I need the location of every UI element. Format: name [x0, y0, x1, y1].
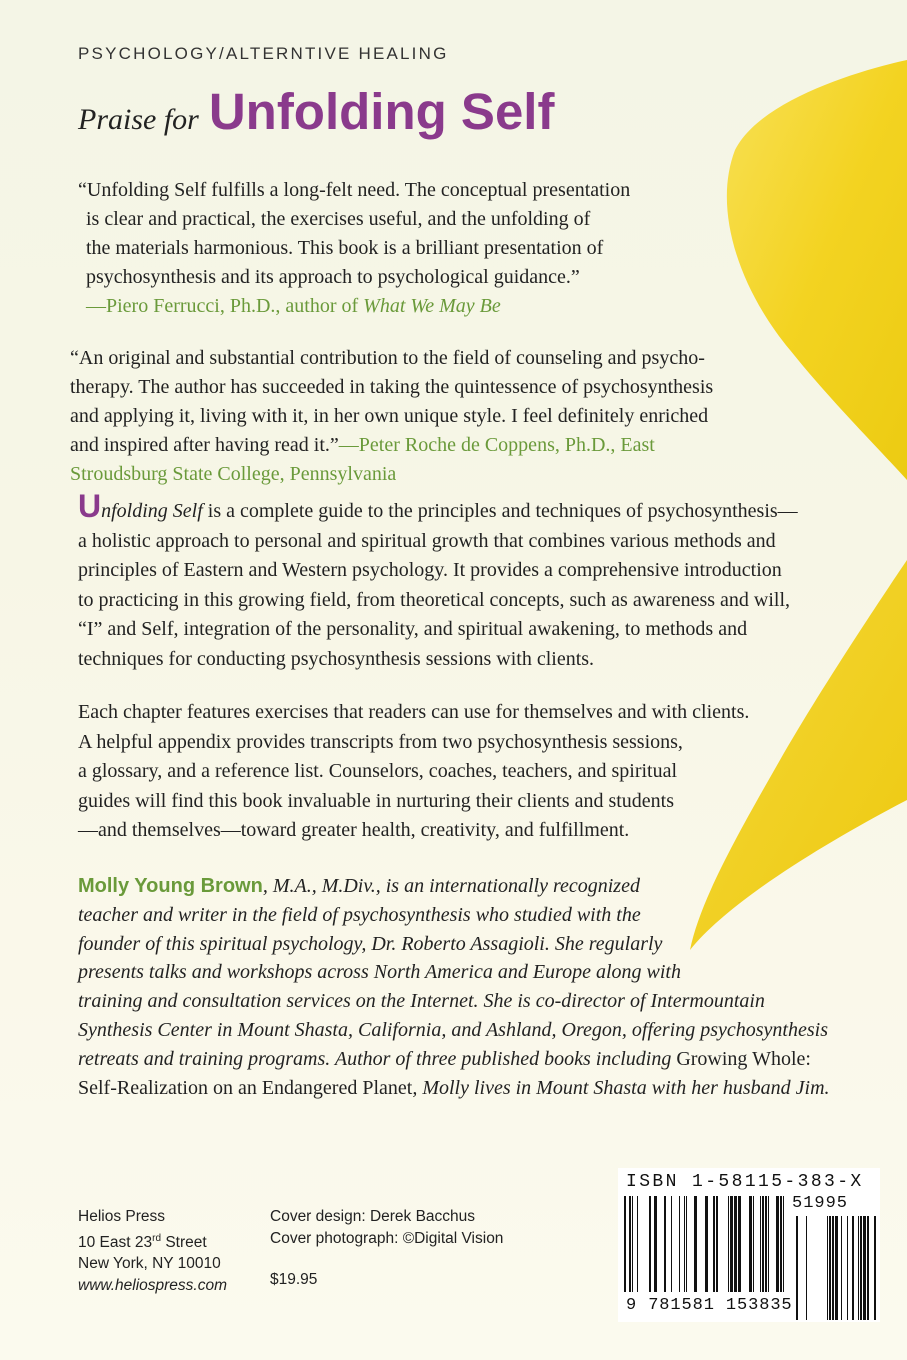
description-line-first — [78, 488, 878, 527]
publisher-city: New York, NY 10010 — [78, 1255, 221, 1273]
barcode-bar — [694, 1196, 697, 1292]
barcode-bar — [624, 1196, 626, 1292]
barcode-bar — [632, 1196, 633, 1292]
bio-line: Synthesis Center in Mount Shasta, California, and Ashland, Oregon, offering psychosynthesis — [78, 1018, 828, 1041]
barcode-bar — [765, 1196, 767, 1292]
description-line: to practicing in this growing field, from theoretical concepts, such as awareness and will, — [78, 588, 791, 611]
quote-ferrucci — [70, 176, 718, 321]
barcode-bar — [664, 1196, 666, 1292]
quote1-line: the materials harmonious. This book is a brilliant presentation of — [86, 237, 604, 259]
description-title-rest: nfolding Self — [101, 500, 203, 522]
quote1-attribution — [78, 292, 718, 321]
bio-line: presents talks and workshops across North America and Europe along with — [78, 961, 681, 984]
street-sup: rd — [152, 1232, 162, 1244]
barcode-bar — [629, 1196, 631, 1292]
barcode-bar — [796, 1216, 798, 1320]
bio-line: training and consultation services on the Internet. She is co-director of Intermountain — [78, 990, 765, 1013]
bio-line-first — [78, 872, 898, 901]
quote2-line: therapy. The author has succeeded in taking the quintessence of psychosynthesis — [70, 376, 714, 398]
barcode-bar — [679, 1196, 680, 1292]
bio-book-title-b: Self-Realization on an Endangered Planet — [78, 1076, 413, 1099]
barcode-bar — [716, 1196, 718, 1292]
features-line: A helpful appendix provides transcripts from two psychosynthesis sessions, — [78, 730, 683, 753]
isbn-text: ISBN 1-58115-383-X — [626, 1172, 864, 1192]
quote2-line: “An original and substantial contribution to the field of counseling and psycho- — [70, 347, 705, 369]
publisher-street — [78, 1228, 227, 1254]
barcode-bar — [760, 1196, 761, 1292]
author-bio — [78, 872, 898, 1102]
publisher-name: Helios Press — [78, 1208, 165, 1225]
barcode-bar — [749, 1196, 752, 1292]
features-line: a glossary, and a reference list. Counselors, coaches, teachers, and spiritual — [78, 760, 678, 782]
barcode-bar — [713, 1196, 715, 1292]
barcode-bar — [874, 1216, 876, 1320]
description-line: “I” and Self, integration of the personality, and spiritual awakening, to methods and — [78, 618, 748, 640]
barcode-bar — [867, 1216, 869, 1320]
ean-number: 9 781581 153835 — [626, 1296, 793, 1315]
cover-photo: Cover photograph: ©Digital Vision — [270, 1229, 504, 1247]
quote2-line-last — [70, 431, 790, 460]
barcode-bar — [768, 1196, 769, 1292]
barcode-bar — [847, 1216, 848, 1320]
barcode-bar — [863, 1216, 866, 1320]
quote1-attribution-text: —Piero Ferrucci, Ph.D., author of — [86, 295, 364, 317]
publisher-web — [78, 1275, 227, 1297]
description-line: techniques for conducting psychosynthesis sessions with clients. — [78, 647, 595, 670]
barcode-bar — [783, 1196, 784, 1292]
barcode-bar — [728, 1196, 729, 1292]
quote1-line: psychosynthesis and its approach to psychological guidance.” — [86, 266, 580, 288]
quote2-attribution-cont: Stroudsburg State College, Pennsylvania — [70, 463, 397, 485]
barcode-bar — [852, 1216, 854, 1320]
barcode-bar — [762, 1196, 764, 1292]
bio-line-books — [78, 1045, 898, 1074]
features-line: guides will find this book invaluable in nurturing their clients and students — [78, 789, 675, 812]
praise-heading — [78, 82, 554, 141]
barcode-bar — [684, 1196, 685, 1292]
barcode-bar — [734, 1196, 737, 1292]
book-category: PSYCHOLOGY/ALTERNTIVE HEALING — [78, 44, 449, 63]
book-features — [78, 698, 838, 846]
bio-line8-rest: , Molly lives in Mount Shasta with her husband Jim. — [412, 1076, 830, 1099]
bio-line1-rest: , M.A., M.Div., is an internationally recognized — [262, 875, 640, 897]
barcode-bar — [835, 1216, 838, 1320]
barcode-bar — [841, 1216, 842, 1320]
barcode-bar — [705, 1196, 708, 1292]
barcode-bar — [738, 1196, 741, 1292]
quote-roche-de-coppens — [70, 344, 790, 489]
barcode-bar — [776, 1196, 779, 1292]
publisher-web-text: www.heliospress.com — [78, 1276, 228, 1294]
drop-cap: U — [78, 488, 102, 524]
barcode-bar — [858, 1216, 859, 1320]
barcode-bar — [829, 1216, 831, 1320]
barcode-bar — [827, 1216, 828, 1320]
quote1-line: is clear and practical, the exercises useful, and the unfolding of — [86, 208, 591, 230]
barcode-bar — [671, 1196, 672, 1292]
street-suffix: Street — [161, 1233, 207, 1251]
barcode-bar — [806, 1216, 807, 1320]
quote2-line: and applying it, living with it, in her own unique style. I feel definitely enriched — [70, 405, 709, 427]
barcode-bar — [780, 1196, 782, 1292]
features-line: —and themselves—toward greater health, creativity, and fulfillment. — [78, 819, 630, 841]
bio-line: founder of this spiritual psychology, Dr. Roberto Assagioli. She regularly — [78, 932, 663, 955]
cover-design: Cover design: Derek Bacchus — [270, 1208, 476, 1225]
quote1-line: “Unfolding Self fulfills a long-felt need. The conceptual presentation — [78, 179, 631, 201]
barcode-bar — [832, 1216, 834, 1320]
barcode-bar — [753, 1196, 754, 1292]
description-line1-rest: is a complete guide to the principles and techniques of psychosynthesis— — [202, 500, 798, 522]
cover-credits — [270, 1206, 503, 1291]
features-line: Each chapter features exercises that readers can use for themselves and with clients. — [78, 701, 750, 723]
bio-line7-text: retreats and training programs. Author of three published books including — [78, 1047, 672, 1070]
praise-prefix: Praise for — [78, 103, 199, 136]
book-description — [78, 488, 878, 674]
description-line: principles of Eastern and Western psychology. It provides a comprehensive introduction — [78, 559, 782, 581]
price-code: 51995 — [792, 1194, 849, 1213]
bio-line-last — [78, 1074, 898, 1103]
barcode-bar — [860, 1216, 862, 1320]
price: $19.95 — [270, 1271, 318, 1288]
barcode — [618, 1168, 880, 1322]
barcode-bar — [637, 1196, 638, 1292]
quote2-attribution: —Peter Roche de Coppens, Ph.D., East — [338, 434, 655, 456]
barcode-bar — [686, 1196, 687, 1292]
quote2-last-text: and inspired after having read it.” — [70, 434, 339, 456]
bio-line: teacher and writer in the field of psychosynthesis who studied with the — [78, 903, 641, 926]
book-title: Unfolding Self — [208, 83, 555, 140]
publisher-info — [78, 1206, 227, 1296]
street-prefix: 10 East 23 — [78, 1233, 153, 1251]
quote1-attribution-book: What We May Be — [363, 295, 501, 317]
author-name: Molly Young Brown — [78, 875, 263, 897]
bio-book-title-a: Growing Whole: — [671, 1047, 811, 1070]
description-line: a holistic approach to personal and spiritual growth that combines various methods and — [78, 529, 776, 552]
barcode-bar — [649, 1196, 651, 1292]
barcode-bar — [730, 1196, 733, 1292]
barcode-bar — [654, 1196, 657, 1292]
